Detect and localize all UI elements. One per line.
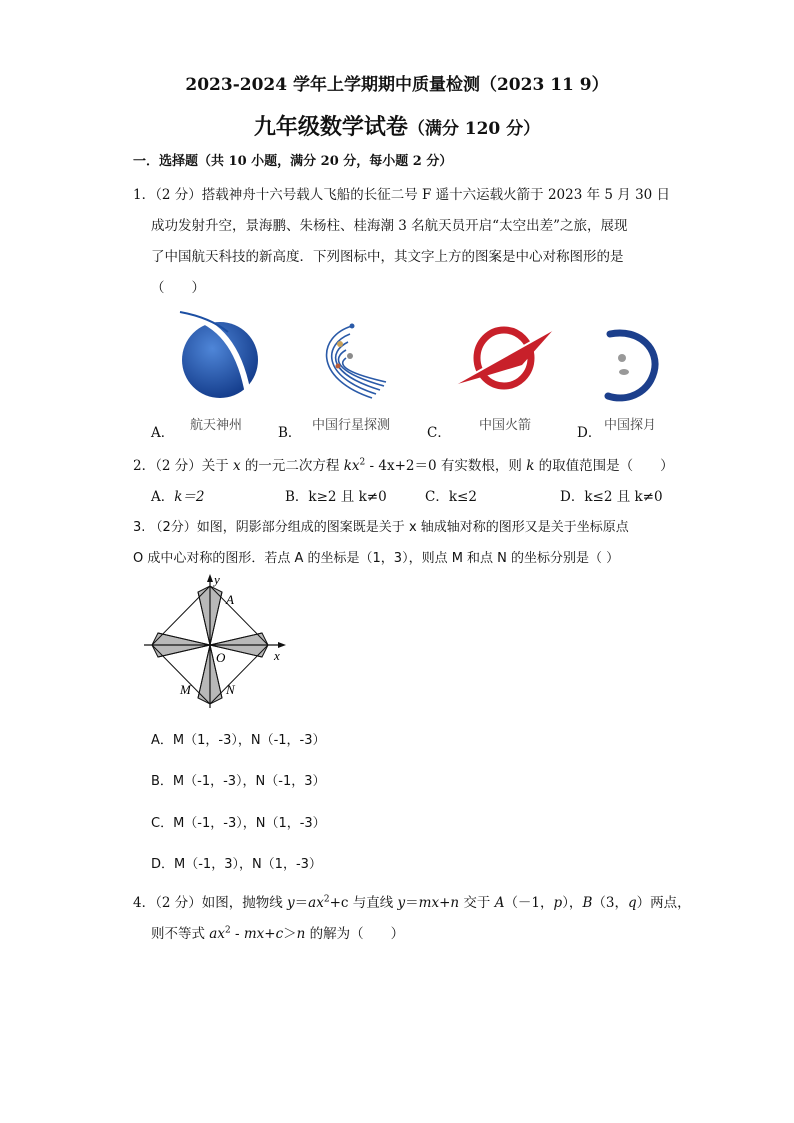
point-m-label: M	[180, 682, 191, 697]
point-a-label: A	[226, 592, 234, 607]
origin-label: O	[216, 650, 226, 665]
q1-line-2: 成功发射升空，景海鹏、朱杨柱、桂海潮 3 名航天员开启“太空出差”之旅，展现	[151, 218, 628, 234]
q2-var-x: x	[233, 458, 241, 474]
q4-l1-q: q	[627, 895, 637, 911]
q4-l1-b: ＝	[294, 895, 309, 911]
q2-option-d-text: k≤2 且 k≠0	[584, 489, 663, 505]
q1-line-1: 1．（2 分）搭载神舟十六号载人飞船的长征二号 F 遥十六运载火箭于 2023 年 5 月 30 日	[133, 187, 671, 203]
q4-l1-mx: mx+n	[418, 895, 460, 911]
score-note: （满分 120 分）	[407, 119, 541, 139]
option-a-letter: A．	[151, 425, 175, 441]
q3-line-2: O 成中心对称的图形．若点 A 的坐标是（1，3），则点 M 和点 N 的坐标分别是（ ）	[133, 551, 620, 566]
q2-option-a-text: k＝2	[174, 489, 205, 505]
axis-x-label: x	[274, 648, 280, 663]
shenzhou-logo-icon	[172, 310, 268, 400]
q4-l1-point-a: A	[494, 895, 505, 911]
q2-option-b-letter: B．	[285, 489, 309, 505]
q3-line-1: 3. （2分）如图，阴影部分组成的图案既是关于 x 轴成轴对称的图形又是关于坐标原点	[133, 520, 629, 535]
section-heading: 一．选择题（共 10 小题，满分 20 分，每小题 2 分）	[133, 154, 453, 169]
option-b-letter: B．	[278, 425, 302, 441]
option-a-caption: 航天神州	[190, 418, 243, 433]
q2-option-a	[151, 485, 205, 505]
q1-line-4: （ ）	[151, 280, 205, 296]
q4-l2-a: 则不等式	[151, 926, 210, 942]
option-c-letter: C．	[427, 425, 451, 441]
option-d-letter: D．	[577, 425, 602, 441]
lunar-exploration-logo-icon	[600, 328, 662, 404]
option-b-caption: 中国行星探测	[312, 418, 391, 433]
q4-l1-h: （3，	[592, 895, 628, 911]
q2-eq-rest: - 4x+2＝0 有实数根，则	[365, 458, 527, 474]
planetary-exploration-logo-icon	[310, 322, 400, 402]
q4-l1-g: ），	[562, 895, 583, 911]
q2-option-b	[285, 485, 387, 505]
q4-l2-mx: mx+c	[243, 926, 284, 942]
q4-line-2	[151, 922, 404, 942]
q2-option-c-letter: C．	[425, 489, 449, 505]
q3-option-b: B．M（-1，-3），N（-1，3）	[151, 774, 326, 789]
q2-option-b-text: k≥2 且 k≠0	[308, 489, 387, 505]
q4-l1-f: （－1，	[504, 895, 554, 911]
q2-sup: 2	[359, 457, 366, 468]
q2-mid: 的一元二次方程	[240, 458, 344, 474]
q4-l1-a: 4．（2 分）如图，抛物线	[133, 895, 288, 911]
q4-l1-e: 交于	[459, 895, 495, 911]
exam-name-text: 九年级数学试卷	[253, 114, 408, 140]
q4-l1-point-b: B	[582, 895, 593, 911]
q4-l1-d: ＝	[405, 895, 419, 911]
q4-l2-sup: 2	[224, 925, 231, 936]
q2-stem	[133, 454, 674, 474]
q4-l1-y: y	[287, 895, 295, 911]
option-c-caption: 中国火箭	[479, 418, 532, 433]
q2-prefix: 2．（2 分）关于	[133, 458, 234, 474]
q4-l1-p: p	[553, 895, 563, 911]
point-n-label: N	[226, 682, 235, 697]
q2-option-d-letter: D．	[560, 489, 585, 505]
q2-eq-k: kx	[343, 458, 360, 474]
axis-y-label: y	[214, 572, 220, 587]
china-rocket-logo-icon	[452, 325, 556, 391]
q4-l1-ax: ax	[308, 895, 324, 911]
q4-l1-i: ）两点，	[636, 895, 691, 911]
exam-header-title: 2023-2024 学年上学期期中质量检测（2023 11 9）	[185, 75, 609, 95]
q4-l1-y2: y	[397, 895, 406, 911]
q4-l1-c: +c 与直线	[329, 895, 398, 911]
q2-var-k: k	[526, 458, 535, 474]
q4-l1-sup: 2	[323, 894, 330, 905]
option-d-caption: 中国探月	[604, 418, 657, 433]
q4-l2-d: 的解为（ ）	[305, 926, 405, 942]
q4-l2-n: n	[296, 926, 306, 942]
q1-line-3: 了中国航天科技的新高度．下列图标中，其文字上方的图案是中心对称图形的是	[151, 249, 624, 265]
q3-option-a: A．M（1，-3），N（-1，-3）	[151, 733, 326, 748]
q2-option-c	[425, 485, 477, 505]
q2-suffix: 的取值范围是（ ）	[534, 458, 674, 474]
q4-l2-c: ＞	[283, 926, 297, 942]
q3-option-d: D．M（-1，3），N（1，-3）	[151, 857, 322, 872]
q4-l2-b: -	[230, 926, 244, 942]
q3-figure	[140, 570, 300, 710]
q2-option-a-letter: A．	[151, 489, 175, 505]
q4-l2-ax: ax	[209, 926, 225, 942]
q2-option-c-text: k≤2	[448, 489, 477, 505]
exam-name	[0, 110, 794, 141]
q3-option-c: C．M（-1，-3），N（1，-3）	[151, 816, 326, 831]
q2-option-d	[560, 485, 663, 505]
q4-line-1	[133, 891, 691, 911]
